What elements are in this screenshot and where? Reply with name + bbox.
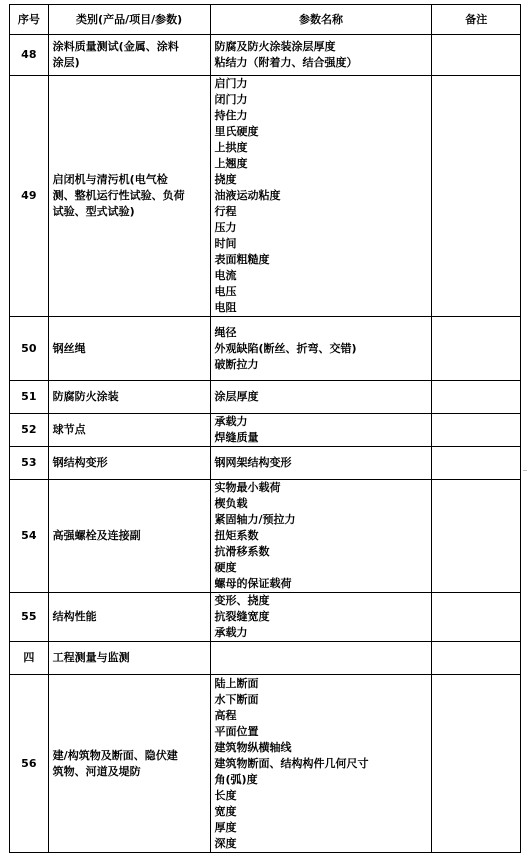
row-number: 55 xyxy=(10,593,49,642)
table-row xyxy=(10,381,521,414)
param-item: 钢网架结构变形 xyxy=(214,456,292,469)
category-line: 工程测量与监测 xyxy=(52,651,130,664)
param-item: 时间 xyxy=(214,237,237,250)
row-number: 48 xyxy=(10,35,49,76)
header-category: 类别(产品/项目/参数) xyxy=(48,5,210,35)
category-line: 涂料质量测试(金属、涂料 xyxy=(52,40,179,53)
param-item: 压力 xyxy=(214,221,237,234)
category-cell xyxy=(48,480,210,593)
param-item: 平面位置 xyxy=(214,724,259,738)
category-line: 高强螺栓及连接副 xyxy=(52,529,141,542)
note-cell xyxy=(432,447,521,480)
table-row xyxy=(10,447,521,480)
note-cell xyxy=(432,642,521,675)
category-line: 建/构筑物及断面、隐伏建 xyxy=(52,748,178,762)
param-item: 水下断面 xyxy=(214,692,259,706)
category-cell xyxy=(48,642,210,675)
note-cell xyxy=(432,76,521,317)
param-item: 紧固轴力/预拉力 xyxy=(214,513,296,526)
param-cell xyxy=(210,76,432,317)
param-item: 持住力 xyxy=(214,109,248,122)
header-param: 参数名称 xyxy=(210,5,432,35)
param-item: 承载力 xyxy=(214,415,248,428)
param-item: 硬度 xyxy=(214,561,237,574)
category-line: 试验、型式试验) xyxy=(52,205,135,218)
row-number: 52 xyxy=(10,414,49,447)
category-line: 防腐防火涂装 xyxy=(52,390,119,403)
param-item: 电流 xyxy=(214,269,237,282)
category-line: 涂层) xyxy=(52,56,80,69)
param-item: 里氏硬度 xyxy=(214,125,259,138)
param-cell xyxy=(210,447,432,480)
table-row xyxy=(10,414,521,447)
category-line: 钢丝绳 xyxy=(52,341,86,355)
param-cell xyxy=(210,480,432,593)
param-item: 电压 xyxy=(214,285,237,298)
param-item: 油液运动粘度 xyxy=(214,189,281,202)
category-cell xyxy=(48,414,210,447)
param-cell xyxy=(210,317,432,381)
category-cell xyxy=(48,317,210,381)
note-cell xyxy=(432,480,521,593)
param-item: 宽度 xyxy=(214,804,237,818)
table-row xyxy=(10,35,521,76)
category-cell xyxy=(48,447,210,480)
category-cell xyxy=(48,35,210,76)
table-row xyxy=(10,76,521,317)
param-item: 挠度 xyxy=(214,173,237,186)
parameter-table xyxy=(9,4,521,853)
row-number: 56 xyxy=(10,675,49,853)
param-item: 闭门力 xyxy=(214,93,248,106)
note-cell xyxy=(432,414,521,447)
category-cell xyxy=(48,675,210,853)
note-cell xyxy=(432,317,521,381)
category-cell xyxy=(48,593,210,642)
header-no: 序号 xyxy=(10,5,49,35)
param-cell xyxy=(210,381,432,414)
param-cell xyxy=(210,675,432,853)
param-item: 抗裂缝宽度 xyxy=(214,610,270,623)
category-line: 筑物、河道及堤防 xyxy=(52,764,141,778)
param-item: 绳径 xyxy=(214,325,237,339)
note-cell xyxy=(432,593,521,642)
param-item: 建筑物纵横轴线 xyxy=(214,740,292,754)
table-header-row xyxy=(10,5,521,35)
param-item: 高程 xyxy=(214,708,237,722)
param-item: 承载力 xyxy=(214,626,248,639)
param-item: 螺母的保证载荷 xyxy=(214,577,292,590)
category-line: 结构性能 xyxy=(52,610,97,623)
table-row xyxy=(10,593,521,642)
category-line: 球节点 xyxy=(52,423,86,436)
row-number: 53 xyxy=(10,447,49,480)
param-item: 防腐及防火涂装涂层厚度 xyxy=(214,40,336,53)
param-item: 行程 xyxy=(214,205,237,218)
param-item: 厚度 xyxy=(214,820,237,834)
param-item: 楔负载 xyxy=(214,497,248,510)
param-item: 陆上断面 xyxy=(214,676,259,690)
param-item: 上拱度 xyxy=(214,141,248,154)
param-item: 破断拉力 xyxy=(214,357,259,371)
param-item: 实物最小载荷 xyxy=(214,481,281,494)
table-body xyxy=(10,35,521,853)
param-item: 焊缝质量 xyxy=(214,431,259,444)
param-item: 角(弧)度 xyxy=(214,772,258,786)
param-item: 启门力 xyxy=(214,77,248,90)
row-number: 51 xyxy=(10,381,49,414)
category-line: 测、整机运行性试验、负荷 xyxy=(52,189,185,202)
param-item: 深度 xyxy=(214,836,237,850)
param-cell xyxy=(210,414,432,447)
param-item: 表面粗糙度 xyxy=(214,253,270,266)
row-number: 四 xyxy=(10,642,49,675)
param-cell xyxy=(210,642,432,675)
table-row xyxy=(10,480,521,593)
param-item: 上翘度 xyxy=(214,157,248,170)
table-row xyxy=(10,642,521,675)
note-cell xyxy=(432,35,521,76)
param-item: 扭矩系数 xyxy=(214,529,259,542)
param-item: 建筑物断面、结构构件几何尺寸 xyxy=(214,756,369,770)
param-cell xyxy=(210,593,432,642)
param-item: 涂层厚度 xyxy=(214,390,259,403)
row-number: 49 xyxy=(10,76,49,317)
category-line: 钢结构变形 xyxy=(52,456,108,469)
param-item: 抗滑移系数 xyxy=(214,545,270,558)
param-item: 变形、挠度 xyxy=(214,594,270,607)
note-cell xyxy=(432,381,521,414)
table-row xyxy=(10,317,521,381)
category-line: 启闭机与清污机(电气检 xyxy=(52,173,168,186)
param-item: 长度 xyxy=(214,788,237,802)
row-number: 50 xyxy=(10,317,49,381)
note-cell xyxy=(432,675,521,853)
margin-mark xyxy=(523,470,527,471)
param-item: 外观缺陷(断丝、折弯、交错) xyxy=(214,341,357,355)
category-cell xyxy=(48,381,210,414)
param-item: 粘结力（附着力、结合强度） xyxy=(214,56,358,69)
table-row xyxy=(10,675,521,853)
header-note: 备注 xyxy=(432,5,521,35)
param-cell xyxy=(210,35,432,76)
row-number: 54 xyxy=(10,480,49,593)
param-item: 电阻 xyxy=(214,301,237,314)
category-cell xyxy=(48,76,210,317)
